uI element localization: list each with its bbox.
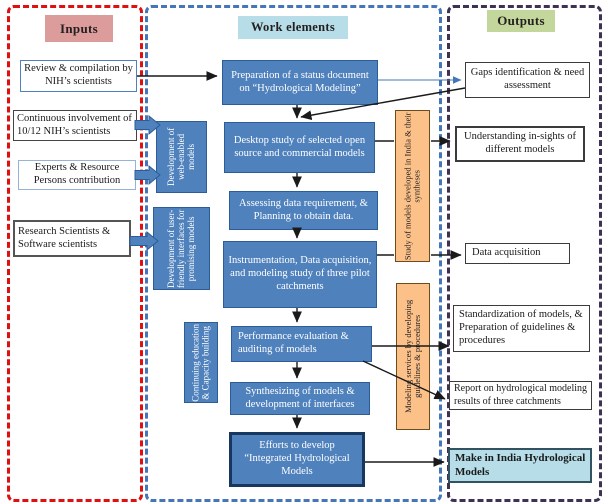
side-box-web-enabled-models-label: Development of web-enabled models: [165, 127, 196, 187]
bar-study-of-models-india-label: Study of models developed in India & their syntheses: [402, 112, 422, 260]
side-box-user-friendly-interfaces-label: Development of user-friendly interfaces for promising models: [165, 209, 196, 288]
inputs-header: Inputs: [45, 15, 113, 42]
output-standardization-guidelines: Standardization of models, & Preparation of guidelines & procedures: [453, 305, 590, 352]
input-continuous-involvement: Continuous involvement of 10/12 NIH’s scientists: [13, 110, 137, 141]
output-data-acquisition: Data acquisition: [465, 243, 570, 264]
side-box-continuing-education-label: Continuing education & Capacity building: [190, 323, 210, 402]
output-report-three-catchments: Report on hydrological modeling results of three catchments: [449, 381, 592, 410]
work-elements-header: Work elements: [238, 16, 348, 39]
input-research-software-scientists: Research Scientists & Software scientists: [13, 220, 131, 257]
input-review-compilation: Review & compilation by NIH’s scientists: [20, 60, 137, 92]
bar-modeling-services: [396, 283, 430, 430]
step-status-document: Preparation of a status document on “Hydrological Modeling”: [222, 60, 378, 105]
step-instrumentation-pilot-catchments: Instrumentation, Data acquisition, and modeling study of three pilot catchments: [223, 241, 377, 308]
step-performance-evaluation: Performance evaluation & auditing of models: [231, 326, 372, 362]
step-integrated-hydrological-models: Efforts to develop “Integrated Hydrological Models: [229, 432, 365, 487]
bar-study-of-models-india: [395, 110, 430, 262]
output-make-in-india-models: Make in India Hydrological Models: [448, 448, 592, 483]
step-assessing-data-requirement: Assessing data requirement, & Planning to obtain data.: [229, 191, 378, 230]
output-gaps-identification: Gaps identification & need assessment: [465, 62, 590, 98]
step-desktop-study: Desktop study of selected open source and commercial models: [224, 122, 375, 173]
bar-modeling-services-label: Modeling services by developing guidelines & procedures: [402, 299, 422, 414]
side-box-continuing-education: [184, 322, 218, 403]
step-synthesizing-models: Synthesizing of models & development of interfaces: [230, 382, 370, 415]
outputs-header: Outputs: [487, 10, 555, 32]
side-box-web-enabled-models: [156, 121, 207, 193]
output-understanding-insights: Understanding in-sights of different models: [455, 126, 585, 162]
side-box-user-friendly-interfaces: [153, 207, 210, 290]
input-experts-resource-persons: Experts & Resource Persons contribution: [18, 160, 136, 190]
